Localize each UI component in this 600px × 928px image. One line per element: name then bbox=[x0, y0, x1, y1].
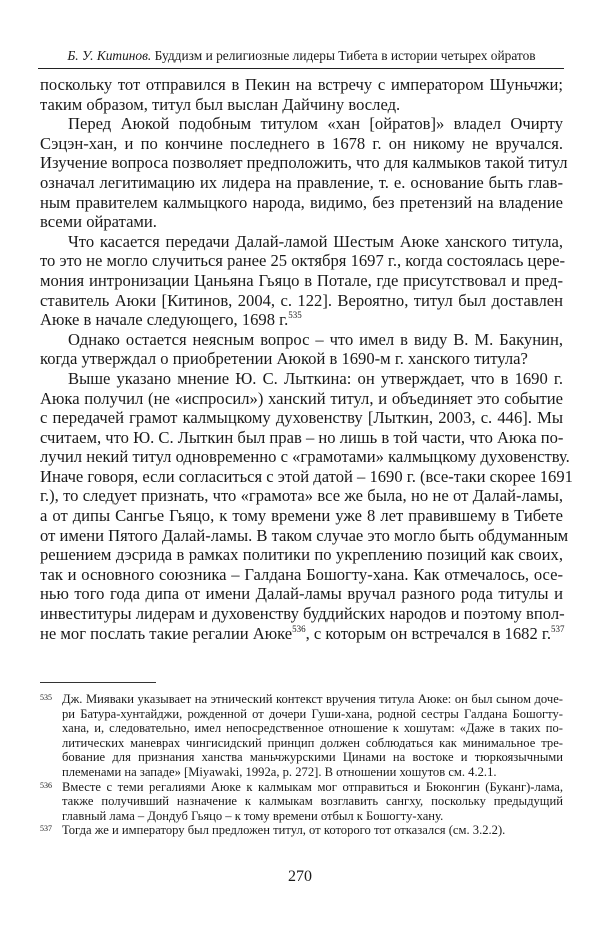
text-line bbox=[40, 291, 563, 311]
text-segment: так и основного союзника – Галдана Бошогту-хана. Как отмечалось, осе- bbox=[40, 564, 563, 584]
footnote-rule bbox=[40, 682, 156, 683]
text-line bbox=[40, 428, 563, 448]
text-line bbox=[40, 349, 563, 369]
text-line bbox=[40, 232, 563, 252]
footnote-line: Тогда же и императору был предложен титул, от которого тот отказался (см. 3.2.2). bbox=[62, 823, 506, 838]
footnote-number: 535 bbox=[40, 693, 52, 702]
text-line bbox=[40, 584, 563, 604]
text-segment: не мог послать такие регалии Аюке bbox=[40, 623, 293, 643]
text-line bbox=[40, 114, 563, 134]
text-line bbox=[40, 193, 563, 213]
text-line bbox=[40, 565, 563, 585]
footnote-line: племенами на западе» [Miyawaki, 1992a, p. 272]. В отношении хошутов см. 4.2.1. bbox=[62, 764, 497, 779]
text-line bbox=[40, 310, 563, 330]
text-line bbox=[40, 134, 563, 154]
footnotes bbox=[40, 692, 563, 838]
text-line bbox=[40, 369, 563, 389]
text-segment: нью того года дипа от имени Далай-ламы вручал разного рода титулы и bbox=[40, 584, 563, 604]
footnote-line: ри Батура-хунтайджи, рожденной от дочери Гуши-хана, родной сестры Галдана Бошогту- bbox=[62, 706, 563, 721]
text-segment: лучил некий титул одновременно с «грамотами» калмыцкому духовенству. bbox=[40, 447, 570, 467]
paragraph bbox=[40, 330, 563, 369]
footnote bbox=[40, 692, 563, 780]
paragraph bbox=[40, 75, 563, 114]
text-segment: с передачей грамот калмыцкому духовенству [Лыткин, 2003, с. 446]. Мы bbox=[40, 408, 563, 428]
text-segment: Выше указано мнение Ю. С. Лыткина: он утверждает, что в 1690 г. bbox=[68, 368, 563, 388]
text-line bbox=[40, 389, 563, 409]
text-segment: мония интронизации Цаньяна Гьяцо в Потале, где присутствовал и пред- bbox=[40, 270, 563, 290]
paragraph bbox=[40, 368, 573, 643]
running-header bbox=[40, 48, 563, 64]
header-rule bbox=[38, 68, 564, 69]
footnote-ref[interactable]: 536 bbox=[292, 623, 306, 634]
text-segment: а от дипы Сангье Гьяцо, к тому времени уже 8 лет правившему в Тибете bbox=[40, 506, 563, 526]
text-segment: Аюке в начале следующего, 1698 г. bbox=[40, 310, 289, 330]
text-segment: от имени Пятого Далай-ламы. В таком случае это могло быть обдуманным bbox=[40, 525, 569, 545]
text-line bbox=[40, 95, 563, 115]
footnote-number: 536 bbox=[40, 780, 52, 790]
text-line bbox=[40, 486, 563, 506]
text-segment: Иначе говоря, если согласиться с этой датой – 1690 г. (все-таки скорее 1691 bbox=[40, 466, 573, 486]
text-line bbox=[40, 604, 563, 624]
footnote-line: Дж. Мияваки указывает на этнический контекст вручения титула Аюке: он был сыном доче- bbox=[62, 692, 563, 706]
text-line bbox=[40, 525, 569, 546]
text-line bbox=[40, 506, 563, 526]
text-line bbox=[40, 330, 563, 350]
text-segment: Аюка получил (не «испросил») ханский титул, и объединяет это событие bbox=[40, 388, 563, 408]
footnote-number: 537 bbox=[40, 824, 52, 834]
text-line bbox=[40, 153, 568, 173]
text-segment: ным правителем калмыцкого народа, видимо, без претензий на владение bbox=[40, 192, 563, 212]
text-line bbox=[40, 75, 563, 95]
text-segment: Перед Аюкой подобным титулом «хан [ойратов]» владел Очирту bbox=[68, 114, 563, 134]
paragraph bbox=[40, 114, 568, 232]
text-segment: Сэцэн-хан, и по кончине последнего в 1678 г. он никому не вручался. bbox=[40, 133, 563, 153]
main-text bbox=[40, 75, 573, 643]
text-segment: , с которым он встречался в 1682 г. bbox=[305, 623, 551, 643]
text-line bbox=[40, 624, 563, 644]
text-segment: г.), то следует признать, что «грамота» все же была, но не от Далай-ламы, bbox=[40, 486, 563, 506]
footnote-line: литических маневрах чингисидский принцип должен соблюдаться как минимальное тре- bbox=[62, 735, 563, 750]
paragraph bbox=[40, 232, 563, 330]
text-segment: инвеституры лидерам и духовенству буддийских народов и поэтому впол- bbox=[40, 604, 565, 624]
footnote bbox=[40, 823, 563, 838]
footnote-line: Вместе с теми регалиями Аюке к калмыкам мог отправиться и Бюконгин (Буканг)-лама, bbox=[62, 779, 563, 794]
footnote bbox=[40, 780, 563, 824]
footnote-line: также получивший назначение к калмыкам возглавить сангху, поскольку предыдущий bbox=[62, 794, 563, 809]
text-segment: всеми ойратами. bbox=[40, 212, 157, 232]
text-segment: считаем, что Ю. С. Лыткин был прав – но лишь в той части, что Аюка по- bbox=[40, 427, 564, 447]
text-segment: таким образом, титул был выслан Дайчину вослед. bbox=[40, 94, 401, 114]
page-number: 270 bbox=[288, 868, 312, 885]
text-segment: Однако остается неясным вопрос – что имел в виду В. М. Бакунин, bbox=[68, 329, 563, 349]
text-line bbox=[40, 545, 563, 565]
footnote-line: главный лама – Дондуб Гьяцо – к тому времени отбыл к Бошогту-хану. bbox=[62, 808, 444, 823]
footnote-line: хана, и, следовательно, имел непосредственное отношение к хошутам: «Даже в таких по- bbox=[62, 721, 563, 736]
text-segment: Что касается передачи Далай-ламой Шестым Аюке ханского титула, bbox=[68, 231, 563, 251]
text-line bbox=[40, 212, 563, 232]
text-line bbox=[40, 408, 563, 428]
text-segment: когда утверждал о приобретении Аюкой в 1690-м г. ханского титула? bbox=[40, 349, 528, 369]
text-segment: поскольку тот отправился в Пекин на встречу с императором Шуньчжи; bbox=[40, 75, 563, 94]
text-segment: ставитель Аюки [Китинов, 2004, с. 122]. Вероятно, титул был доставлен bbox=[40, 290, 563, 310]
footnote-ref[interactable]: 535 bbox=[288, 310, 302, 321]
text-line bbox=[40, 447, 570, 467]
text-segment: Изучение вопроса позволяет предположить, что для калмыков такой титул bbox=[40, 153, 568, 173]
text-segment: означал легитимацию их лидера на правление, т. е. основание быть глав- bbox=[40, 172, 563, 192]
text-line bbox=[40, 251, 563, 271]
text-line bbox=[40, 271, 563, 291]
header-author: Б. У. Китинов. bbox=[67, 48, 152, 63]
text-line bbox=[40, 466, 573, 487]
header-title: Буддизм и религиозные лидеры Тибета в истории четырех ойратов bbox=[151, 48, 536, 63]
footnote-ref[interactable]: 537 bbox=[550, 623, 565, 634]
text-segment: решением дэсрида в рамках политики по укреплению позиций как своих, bbox=[40, 545, 563, 565]
text-line bbox=[40, 173, 563, 193]
footnote-line: бование для признания ханства маньчжурскими Цинами на востоке и тюркоязычными bbox=[62, 750, 563, 765]
text-segment: то это не могло случиться ранее 25 октября 1697 г., когда состоялась цере- bbox=[40, 251, 565, 271]
